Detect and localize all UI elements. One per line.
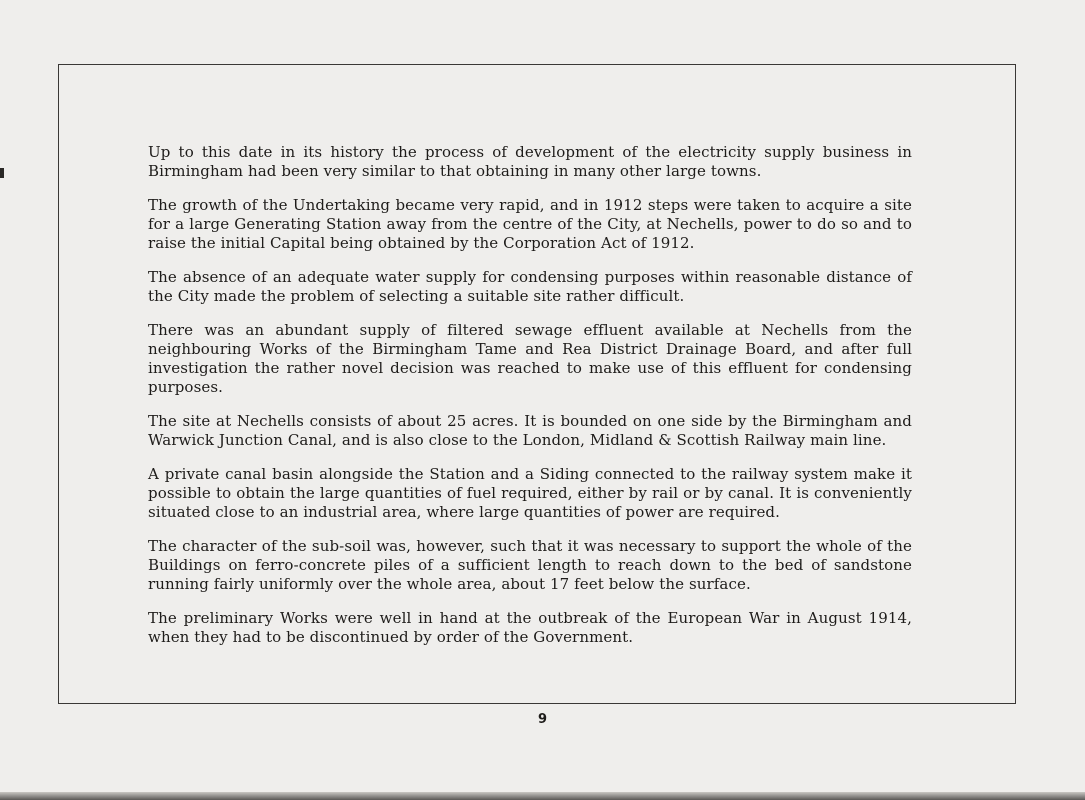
paragraph-4: There was an abundant supply of filtered sewage effluent available at Nechells from the neighbouring Works of the Birmingham Tame and Rea District Drainage Board, and after full investigation the rather novel decision was reached to make use of this effluent for condensing purposes. bbox=[148, 321, 912, 396]
body-text bbox=[148, 143, 912, 662]
paragraph-2: The growth of the Undertaking became very rapid, and in 1912 steps were taken to acquire a site for a large Generating Station away from the centre of the City, at Nechells, power to do so and to raise the initial Capital being obtained by the Corporation Act of 1912. bbox=[148, 196, 912, 252]
page-number: 9 bbox=[537, 712, 548, 727]
paragraph-6: A private canal basin alongside the Station and a Siding connected to the railway system make it possible to obtain the large quantities of fuel required, either by rail or by canal. It is conveniently situated close to an industrial area, where large quantities of power are required. bbox=[148, 465, 912, 521]
paragraph-5: The site at Nechells consists of about 25 acres. It is bounded on one side by the Birmingham and Warwick Junction Canal, and is also close to the London, Midland & Scottish Railway main line. bbox=[148, 412, 912, 449]
page-bottom-shadow bbox=[0, 792, 1085, 800]
paragraph-1: Up to this date in its history the process of development of the electricity supply business in Birmingham had been very similar to that obtaining in many other large towns. bbox=[148, 143, 912, 180]
paragraph-7: The character of the sub-soil was, however, such that it was necessary to support the whole of the Buildings on ferro-concrete piles of a sufficient length to reach down to the bed of sandstone running fairly uniformly over the whole area, about 17 feet below the surface. bbox=[148, 537, 912, 593]
paragraph-8: The preliminary Works were well in hand at the outbreak of the European War in August 1914, when they had to be discontinued by order of the Government. bbox=[148, 609, 912, 646]
paragraph-3: The absence of an adequate water supply for condensing purposes within reasonable distance of the City made the problem of selecting a suitable site rather difficult. bbox=[148, 268, 912, 305]
page-edge-mark bbox=[0, 168, 4, 178]
